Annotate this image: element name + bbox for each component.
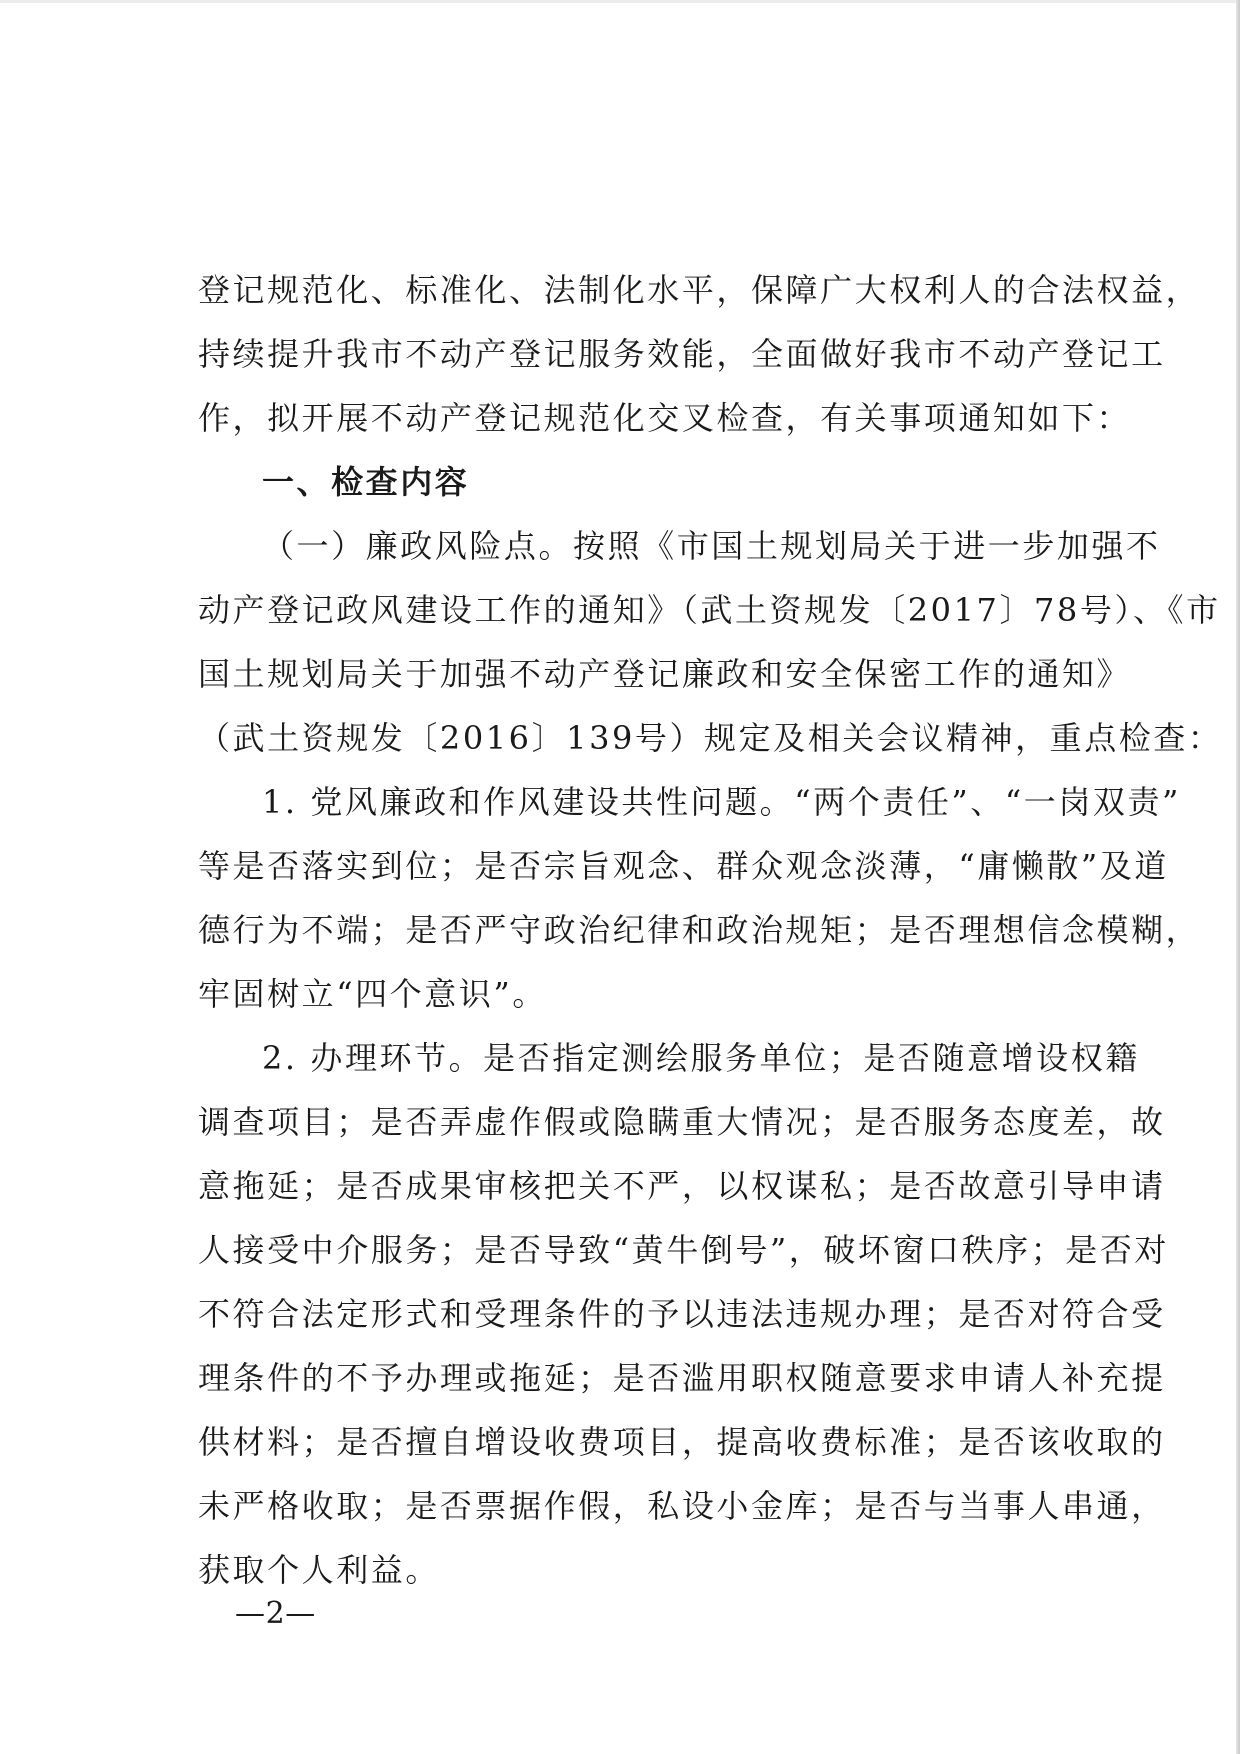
body-line: 作，拟开展不动产登记规范化交叉检查，有关事项通知如下：: [198, 399, 1132, 437]
body-line: 动产登记政风建设工作的通知》（武土资规发〔2017〕78号）、《市: [198, 591, 1221, 629]
paragraph-first-line: 2. 办理环节。是否指定测绘服务单位；是否随意增设权籍: [262, 1039, 1140, 1077]
paragraph-first-line: （一）廉政风险点。按照《市国土规划局关于进一步加强不: [262, 527, 1161, 565]
body-line: 理条件的不予办理或拖延；是否滥用职权随意要求申请人补充提: [198, 1359, 1166, 1397]
scan-edge-top: [0, 0, 1240, 3]
body-line: 供材料；是否擅自增设收费项目，提高收费标准；是否该收取的: [198, 1423, 1166, 1461]
body-line: 国土规划局关于加强不动产登记廉政和安全保密工作的通知》: [198, 655, 1132, 693]
body-line: 持续提升我市不动产登记服务效能，全面做好我市不动产登记工: [198, 335, 1166, 373]
body-line: 调查项目；是否弄虚作假或隐瞒重大情况；是否服务态度差，故: [198, 1103, 1166, 1141]
body-line: 德行为不端；是否严守政治纪律和政治规矩；是否理想信念模糊，: [198, 911, 1201, 949]
paragraph-first-line: 1. 党风廉政和作风建设共性问题。“两个责任”、“一岗双责”: [262, 783, 1181, 821]
body-line: 意拖延；是否成果审核把关不严，以权谋私；是否故意引导申请: [198, 1167, 1166, 1205]
body-line: 获取个人利益。: [198, 1551, 440, 1589]
body-line: 未严格收取；是否票据作假，私设小金库；是否与当事人串通，: [198, 1487, 1166, 1525]
body-line: 等是否落实到位；是否宗旨观念、群众观念淡薄，“庸懒散”及道: [198, 847, 1169, 885]
page-number: —2—: [235, 1596, 316, 1631]
scan-edge-right: [1236, 0, 1240, 1754]
body-line: 人接受中介服务；是否导致“黄牛倒号”，破坏窗口秩序；是否对: [198, 1231, 1169, 1269]
body-line: 登记规范化、标准化、法制化水平，保障广大权利人的合法权益，: [198, 271, 1201, 309]
section-heading: 一、检查内容: [262, 463, 470, 501]
body-line: 不符合法定形式和受理条件的予以违法违规办理；是否对符合受: [198, 1295, 1166, 1333]
document-body: [198, 258, 1223, 1602]
body-line: （武土资规发〔2016〕139号）规定及相关会议精神，重点检查：: [198, 719, 1223, 757]
body-line: 牢固树立“四个意识”。: [198, 975, 547, 1013]
